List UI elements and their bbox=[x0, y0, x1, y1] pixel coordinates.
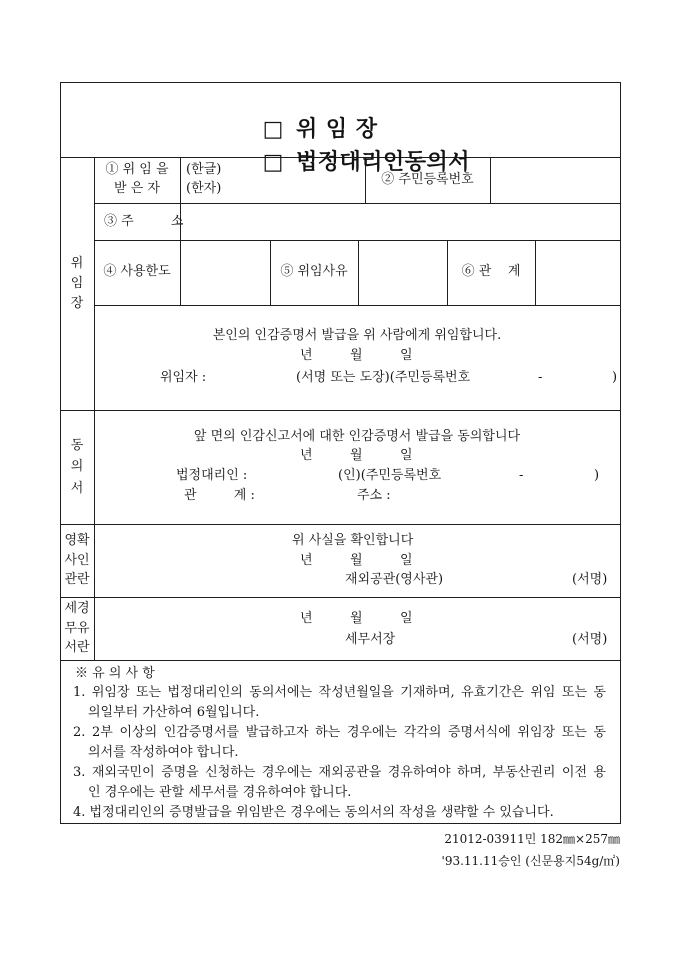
date-year: 년 bbox=[300, 348, 313, 363]
section-label-row: 관란 bbox=[64, 572, 90, 587]
number-dash: - bbox=[538, 370, 543, 385]
date-month: 월 bbox=[350, 348, 363, 363]
table-border-right bbox=[620, 82, 621, 823]
section-label-char: 위 bbox=[70, 256, 84, 271]
representative-label: 법정대리인 : bbox=[176, 468, 248, 483]
delegate-label: 받 은 자 bbox=[114, 181, 160, 196]
usage-limit-label: ④ 사용한도 bbox=[103, 264, 171, 279]
note-line: 인 경우에는 관할 세무서를 경유하여야 합니다. bbox=[88, 785, 352, 800]
reason-label: ⑤ 위임사유 bbox=[280, 264, 348, 279]
table-rule bbox=[490, 157, 491, 203]
table-rule bbox=[535, 240, 536, 305]
date-day: 일 bbox=[400, 448, 413, 463]
note-line: 의서를 작성하여야 합니다. bbox=[88, 745, 239, 760]
section-label-char: 동 bbox=[70, 438, 84, 453]
table-rule bbox=[60, 410, 621, 411]
section-label-row: 서란 bbox=[64, 640, 90, 655]
section-label-row: 세경 bbox=[64, 601, 90, 616]
note-line: 의일부터 가산하여 6월입니다. bbox=[88, 705, 260, 720]
date-month: 월 bbox=[350, 553, 363, 568]
signature-note: (서명 또는 도장)(주민등록번호 bbox=[296, 370, 471, 385]
note-line: 4. 법정대리인의 증명발급을 위임받은 경우에는 동의서의 작성을 생략할 수 있습니다. bbox=[73, 805, 554, 820]
relation-label: 관 계 : bbox=[184, 488, 255, 503]
name-korean-label: (한글) bbox=[186, 162, 222, 177]
notes-heading: ※ 유 의 사 항 bbox=[75, 666, 155, 681]
section-label-row: 무유 bbox=[64, 621, 90, 636]
resident-number-label: ② 주민등록번호 bbox=[381, 172, 474, 187]
table-rule bbox=[94, 305, 621, 306]
section-label-char: 장 bbox=[70, 296, 84, 311]
table-rule bbox=[358, 240, 359, 305]
table-rule bbox=[60, 597, 621, 598]
address-label: ③ 주 소 bbox=[104, 214, 184, 229]
date-day: 일 bbox=[400, 553, 413, 568]
section-label-row: 사인 bbox=[64, 553, 90, 568]
note-line: 3. 재외국민이 증명을 신청하는 경우에는 재외공관을 경유하여야 하며, 부동산권리 이전 용 bbox=[73, 765, 606, 780]
close-paren: ) bbox=[594, 468, 600, 483]
table-rule bbox=[94, 203, 621, 204]
signature-mark: (서명) bbox=[572, 632, 608, 647]
date-year: 년 bbox=[300, 448, 313, 463]
table-border-bottom bbox=[60, 823, 621, 824]
section-label-char: 의 bbox=[70, 459, 84, 474]
table-border-top bbox=[60, 82, 621, 83]
approval-info: '93.11.11승인 (신문용지54g/㎡) bbox=[441, 854, 620, 868]
date-year: 년 bbox=[300, 611, 313, 626]
date-month: 월 bbox=[350, 448, 363, 463]
delegation-statement: 본인의 인감증명서 발급을 위 사람에게 위임합니다. bbox=[212, 328, 502, 343]
title-label: 위 임 장 bbox=[295, 116, 378, 142]
section-label-char: 임 bbox=[70, 276, 84, 291]
confirmation-statement: 위 사실을 확인합니다 bbox=[292, 533, 414, 548]
table-rule bbox=[180, 157, 181, 305]
checkbox-icon: □ bbox=[262, 117, 284, 142]
signature-mark: (서명) bbox=[572, 572, 608, 587]
name-hanja-label: (한자) bbox=[186, 181, 222, 196]
address-label: 주소 : bbox=[357, 488, 391, 503]
checkbox-icon: □ bbox=[262, 150, 284, 175]
note-line: 1. 위임장 또는 법정대리인의 동의서에는 작성년월일을 기재하며, 유효기간은 위임 또는 동 bbox=[73, 685, 606, 700]
seal-note: (인)(주민등록번호 bbox=[338, 468, 442, 483]
table-rule bbox=[60, 524, 621, 525]
delegator-label: 위임자 : bbox=[160, 370, 207, 385]
delegate-label: ① 위 임 을 bbox=[105, 162, 169, 177]
table-rule bbox=[60, 660, 621, 661]
close-paren: ) bbox=[612, 370, 618, 385]
title-label: 법정대리인동의서 bbox=[295, 149, 470, 175]
date-day: 일 bbox=[400, 348, 413, 363]
tax-office-head: 세무서장 bbox=[345, 632, 396, 647]
section-label-row: 영확 bbox=[64, 533, 90, 548]
note-line: 2. 2부 이상의 인감증명서를 발급하고자 하는 경우에는 각각의 증명서식에 위임장 또는 동 bbox=[73, 725, 606, 740]
section-label-char: 서 bbox=[70, 481, 84, 496]
consulate-office: 재외공관(영사관) bbox=[345, 572, 444, 587]
relation-label: ⑥ 관 계 bbox=[461, 264, 521, 279]
number-dash: - bbox=[519, 468, 524, 483]
form-number: 21012-03911민 182㎜×257㎜ bbox=[444, 832, 620, 846]
table-rule bbox=[94, 157, 95, 660]
date-day: 일 bbox=[400, 611, 413, 626]
date-month: 월 bbox=[350, 611, 363, 626]
consent-statement: 앞 면의 인감신고서에 대한 인감증명서 발급을 동의합니다 bbox=[193, 429, 521, 444]
title-option-consent bbox=[230, 123, 470, 202]
date-year: 년 bbox=[300, 553, 313, 568]
